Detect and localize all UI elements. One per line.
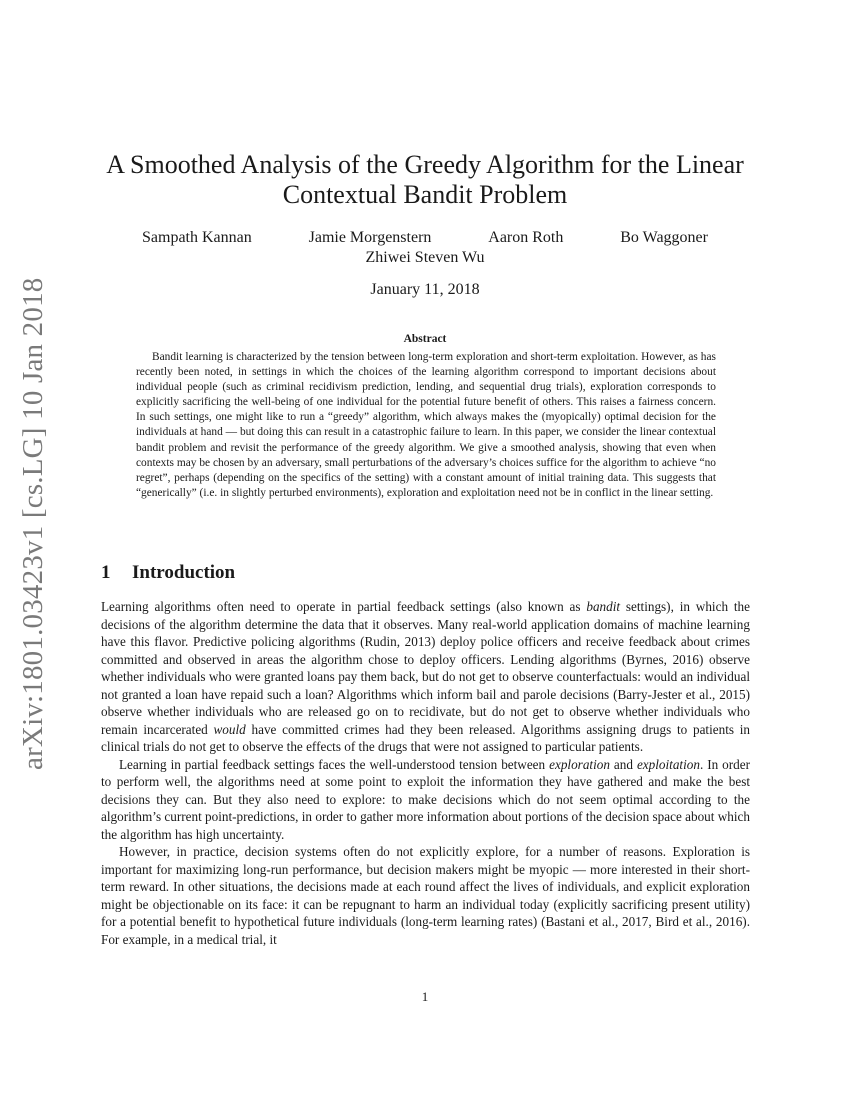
publication-date: January 11, 2018 — [370, 281, 480, 298]
author-name: Sampath Kannan — [142, 229, 252, 246]
emphasis: would — [213, 721, 246, 737]
section-number: 1 — [101, 562, 111, 583]
author-row-2 — [100, 248, 750, 268]
text-run: settings), in which the decisions of the algorithm determine the data that it observes. Many real-world application domains of machine learning have this flavor. Predictive policing algorithms (Rudin, 2013) deploy police officers and receive feedback about crimes committed and observed in areas the algorithm chose to deploy officers. Lending algorithms (Byrnes, 2016) observe whether individuals who were granted loans pay them back, but do not get to observe counterfactuals: would an individual not granted a loan have repaid such a loan? Algorithms which inform bail and parole decisions (Barry-Jester et al., 2015) observe whether individuals who are released go on to recidivate, but do not get to observe whether individuals who remain incarcerated — [101, 599, 750, 737]
author-name: Aaron Roth — [488, 229, 564, 246]
abstract-heading: Abstract — [403, 333, 447, 345]
arxiv-identifier: arXiv:1801.03423v1 [cs.LG] 10 Jan 2018 — [17, 277, 49, 770]
author-row-1 — [100, 228, 750, 248]
paragraph: However, in practice, decision systems often do not explicitly explore, for a number of reasons. Exploration is important for maximizing long-run performance, but decision makers might be myopic — more interested in their short-term reward. In other situations, the decisions made at each round affect the lives of individuals, and explicit exploration might be objectionable on its face: it can be repugnant to harm an individual today (explicitly sacrificing present utility) for a potential benefit to hypothetical future individuals (long-term learning rates) (Bastani et al., 2017, Bird et al., 2016). For example, in a medical trial, it — [101, 844, 750, 947]
text-run: and — [609, 756, 637, 772]
author-name: Jamie Morgenstern — [308, 229, 432, 246]
body-text — [101, 598, 750, 948]
text-run: Learning in partial feedback settings faces the well-understood tension between — [119, 756, 550, 772]
author-name: Bo Waggoner — [620, 229, 708, 246]
paragraph — [101, 598, 750, 756]
section-heading — [101, 562, 235, 584]
page-number: 1 — [421, 989, 429, 1004]
emphasis: bandit — [586, 599, 621, 614]
paper-title: A Smoothed Analysis of the Greedy Algorithm for the Linear Contextual Bandit Problem — [106, 150, 744, 209]
paragraph — [101, 756, 750, 844]
abstract-text: Bandit learning is characterized by the tension between long-term exploration and short-term exploitation. However, as has recently been noted, in settings in which the choices of the learning algorithm correspond to important decisions about individual people (such as criminal recidivism prediction, lending, and sequential drug trials), exploration corresponds to explicitly sacrificing the well-being of one individual for the potential future benefit of others. This raises a fairness concern. In such settings, one might like to run a “greedy” algorithm, which always makes the (myopically) optimal decision for the individuals at hand — but doing this can result in a catastrophic failure to learn. In this paper, we consider the linear contextual bandit problem and revisit the performance of the greedy algorithm. We give a smoothed analysis, showing that even when contexts may be chosen by an adversary, small perturbations of the adversary’s choices suffice for the algorithm to achieve “no regret”, perhaps (depending on the specifics of the setting) with a constant amount of initial training data. This suggests that “generically” (i.e. in slightly perturbed environments), exploration and exploitation need not be in conflict in the linear setting. — [136, 351, 716, 499]
text-run: Learning algorithms often need to operate in partial feedback settings (also known as — [101, 599, 587, 614]
emphasis: exploration — [549, 756, 610, 772]
text-run: have committed crimes had they been released. Algorithms assigning drugs to patients in clinical trials do not get to observe the effects of the drugs that were not assigned to particular patients. — [101, 721, 750, 754]
emphasis: exploitation — [636, 756, 700, 772]
text-run: . In order to perform well, the algorithms need at some point to exploit the information they have gathered and make the best decisions they can. But they also need to explore: to make decisions which do not seem optimal according to the algorithm’s current point-predictions, in order to gather more information about portions of the decision space about which the algorithm has high uncertainty. — [101, 756, 750, 842]
author-name: Zhiwei Steven Wu — [365, 249, 485, 266]
section-title: Introduction — [132, 562, 236, 583]
author-list — [100, 228, 750, 268]
